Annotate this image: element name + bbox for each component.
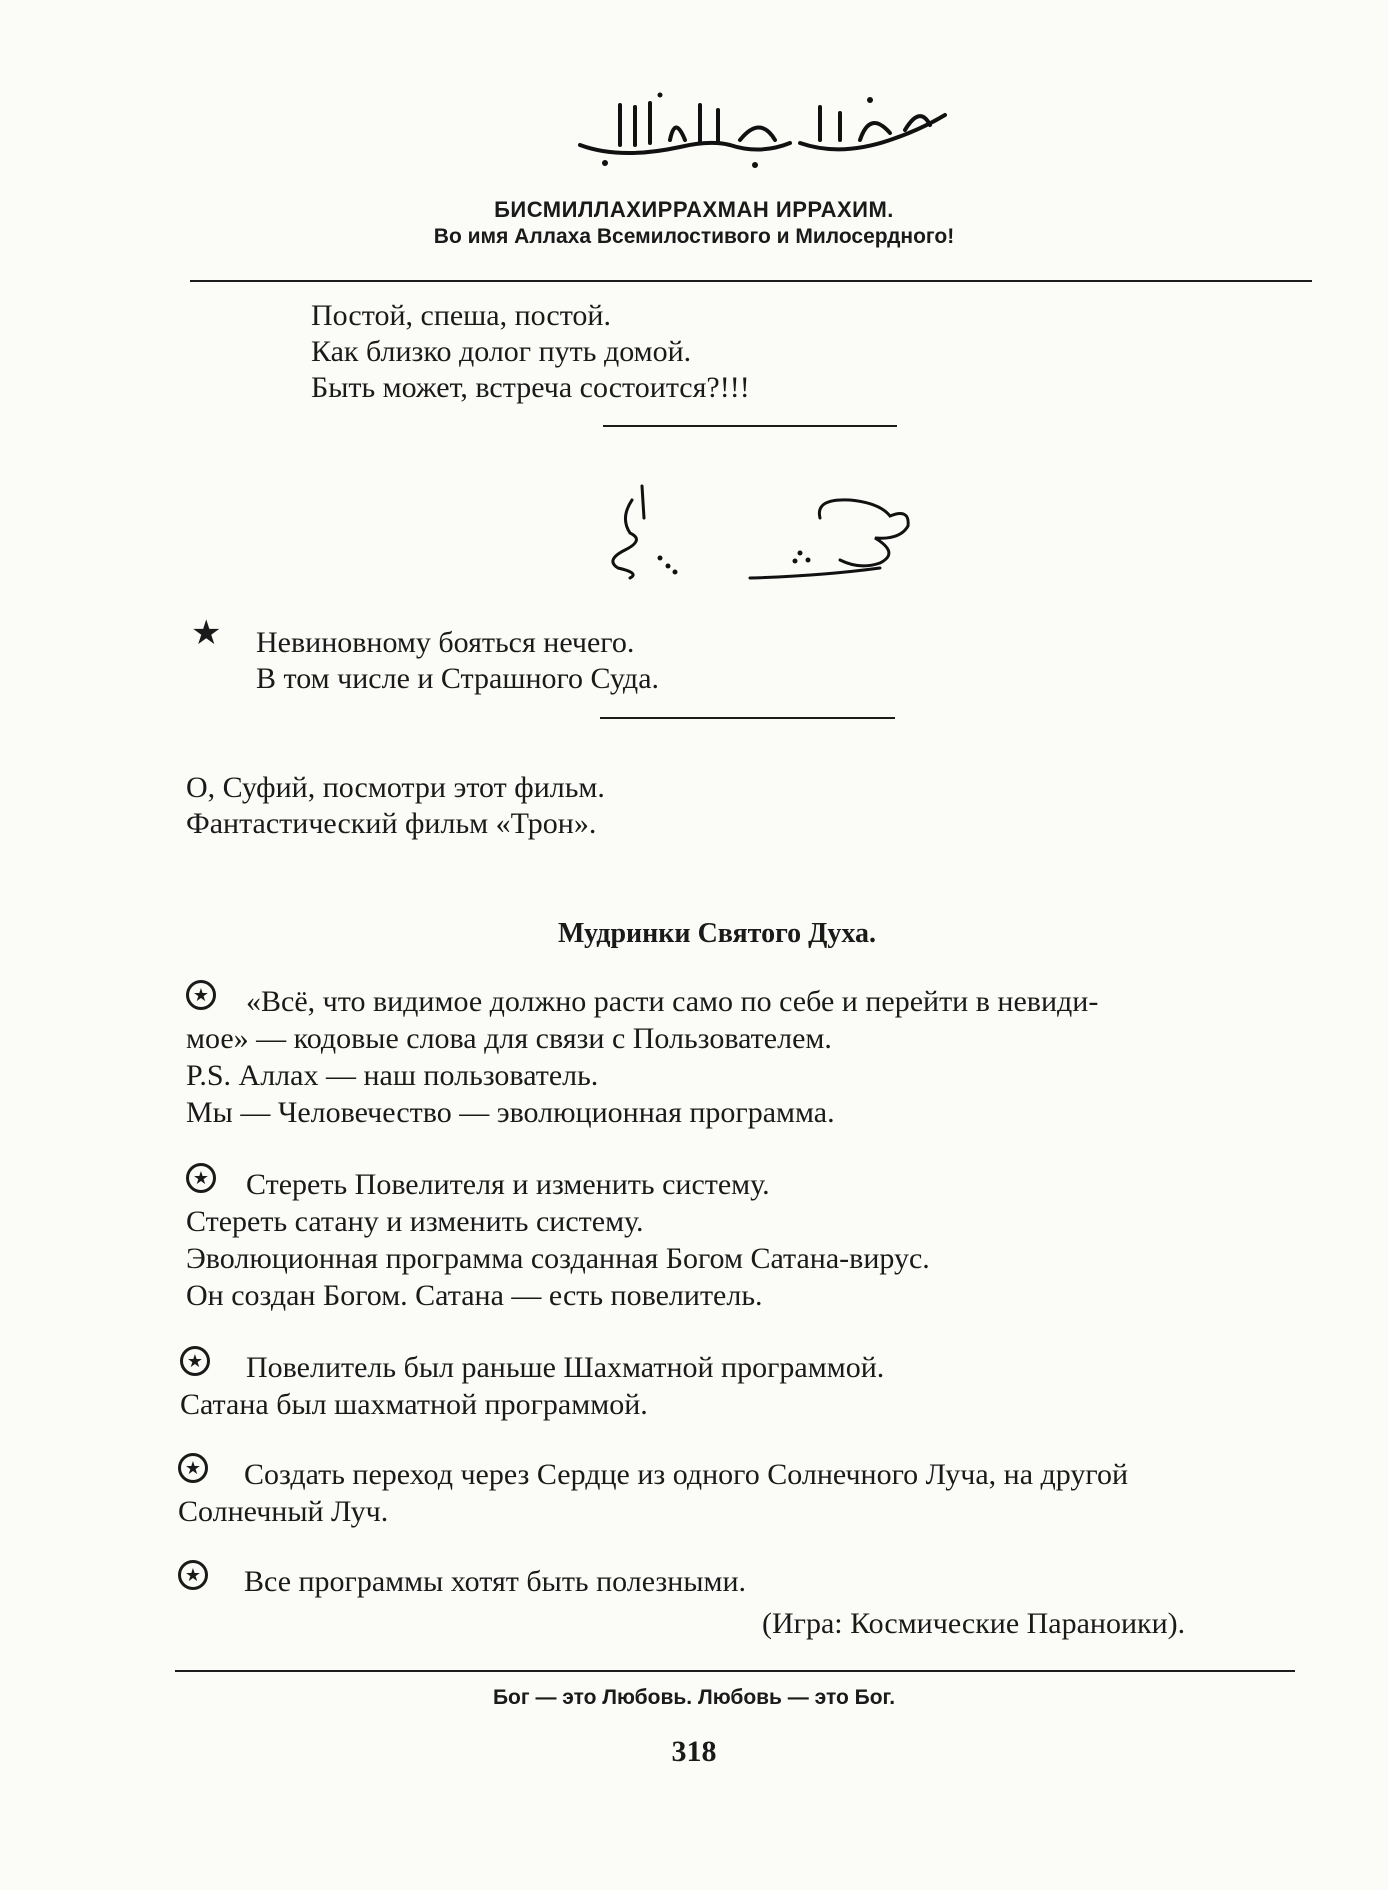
page-number: 318 [671, 1735, 717, 1768]
star-circle-icon: ★ [186, 980, 216, 1010]
verse-line: В том числе и Страшного Суда. [256, 662, 660, 695]
star-circle-icon: ★ [178, 1560, 208, 1590]
header-translation: Во имя Аллаха Всемилостивого и Милосердного! [433, 225, 955, 248]
saying-3 [180, 1349, 884, 1423]
verse-line: Быть может, встреча состоится?!!! [311, 371, 750, 404]
saying-line: «Всё, что видимое должно расти само по себе и перейти в невиди- [246, 985, 1099, 1018]
verse-line: Как близко долог путь домой. [311, 335, 692, 368]
calligraphy-drawing [560, 85, 960, 175]
saying-line: P.S. Аллах — наш пользователь. [186, 1059, 599, 1092]
verse-line: Постой, спеша, постой. [311, 299, 611, 332]
saying-2 [186, 1166, 930, 1314]
verse-1 [311, 298, 750, 406]
header-transliteration: БИСМИЛЛАХИРРАХМАН ИРРАХИМ. [494, 197, 894, 222]
verse-divider [603, 425, 897, 427]
saying-line: Стереть Повелителя и изменить систему. [246, 1168, 770, 1201]
star-circle-icon: ★ [186, 1163, 216, 1193]
footer-divider [175, 1670, 1295, 1672]
handwritten-signature [590, 478, 920, 588]
verse-2 [256, 625, 659, 697]
saying-line: Мы — Человечество — эволюционная программа. [186, 1096, 835, 1129]
verse-3 [186, 770, 605, 842]
header-divider [190, 280, 1312, 282]
verse-line: Фантастический фильм «Трон». [186, 807, 597, 840]
star-circle-icon: ★ [178, 1453, 208, 1483]
saying-line: Эволюционная программа созданная Богом Сатана-вирус. [186, 1242, 930, 1275]
saying-attribution: (Игра: Космические Параноики). [762, 1607, 1186, 1640]
verse-line: О, Суфий, посмотри этот фильм. [186, 771, 605, 804]
star-icon: ★ [191, 615, 222, 652]
saying-line: Солнечный Луч. [178, 1495, 389, 1528]
footer-motto: Бог — это Любовь. Любовь — это Бог. [492, 1686, 896, 1709]
verse-line: Невиновному бояться нечего. [256, 626, 635, 659]
saying-line: Сатана был шахматной программой. [180, 1388, 648, 1421]
signature-drawing [590, 478, 920, 588]
bismillah-calligraphy [560, 85, 960, 175]
verse-divider [600, 717, 895, 719]
saying-line: Создать переход через Сердце из одного Солнечного Луча, на другой [244, 1458, 1129, 1491]
saying-line: мое» — кодовые слова для связи с Пользователем. [186, 1022, 832, 1055]
saying-4 [178, 1456, 1128, 1530]
saying-line: Повелитель был раньше Шахматной программой. [246, 1351, 885, 1384]
star-circle-icon: ★ [180, 1346, 210, 1376]
section-title: Мудринки Святого Духа. [558, 918, 876, 949]
saying-line: Все программы хотят быть полезными. [244, 1565, 747, 1598]
saying-line: Стереть сатану и изменить систему. [186, 1205, 644, 1238]
saying-line: Он создан Богом. Сатана — есть повелитель. [186, 1279, 763, 1312]
saying-5 [178, 1563, 746, 1600]
saying-1 [186, 983, 1311, 1131]
